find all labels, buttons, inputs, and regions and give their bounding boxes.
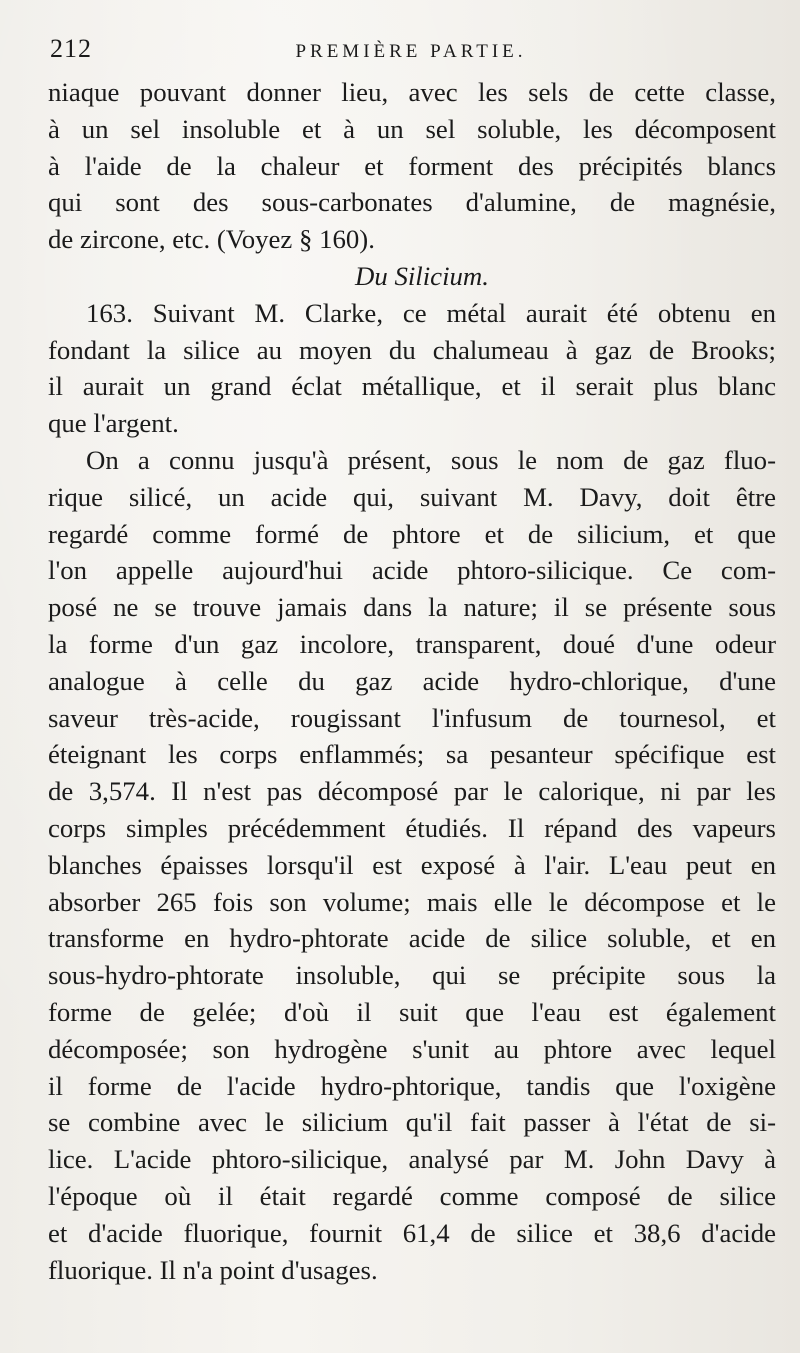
text-line: éteignant les corps enflammés; sa pesanteur spécifique est: [48, 739, 776, 770]
text-line: il forme de l'acide hydro-phtorique, tandis que l'oxigène: [48, 1070, 776, 1101]
text-line: et d'acide fluorique, fournit 61,4 de silice et 38,6 d'acide: [48, 1217, 776, 1248]
text-line: niaque pouvant donner lieu, avec les sels de cette classe,: [48, 77, 776, 107]
text-line: de zircone, etc. (Voyez § 160).: [48, 224, 375, 255]
section-title: Du Silicium.: [355, 260, 489, 291]
text-line: à un sel insoluble et à un sel soluble, les décomposent: [48, 113, 776, 144]
body-text: [48, 74, 776, 1288]
text-line: corps simples précédemment étudiés. Il répand des vapeurs: [48, 812, 776, 843]
text-line: absorber 265 fois son volume; mais elle le décompose et le: [48, 886, 776, 917]
text-line: que l'argent.: [48, 408, 179, 439]
text-line: saveur très-acide, rougissant l'infusum de tournesol, et: [48, 702, 776, 733]
text-line: de 3,574. Il n'est pas décomposé par le calorique, ni par les: [48, 776, 776, 807]
text-line: blanches épaisses lorsqu'il est exposé à l'air. L'eau peut en: [48, 849, 776, 880]
text-line: On a connu jusqu'à présent, sous le nom de gaz fluo-: [86, 444, 776, 475]
text-line: décomposée; son hydrogène s'unit au phtore avec lequel: [48, 1033, 776, 1064]
text-line: 163. Suivant M. Clarke, ce métal aurait été obtenu en: [86, 297, 776, 328]
running-head: PREMIÈRE PARTIE.: [295, 41, 527, 62]
text-line: se combine avec le silicium qu'il fait passer à l'état de si-: [48, 1107, 776, 1138]
text-line: qui sont des sous-carbonates d'alumine, de magnésie,: [48, 187, 776, 218]
text-line: fluorique. Il n'a point d'usages.: [48, 1254, 378, 1285]
text-line: il aurait un grand éclat métallique, et il serait plus blanc: [48, 371, 776, 402]
text-line: à l'aide de la chaleur et forment des précipités blancs: [48, 150, 776, 181]
text-line: lice. L'acide phtoro-silicique, analysé par M. John Davy à: [48, 1144, 776, 1175]
text-line: forme de gelée; d'où il suit que l'eau est également: [48, 996, 776, 1027]
text-line: fondant la silice au moyen du chalumeau à gaz de Brooks;: [48, 334, 776, 365]
text-line: regardé comme formé de phtore et de silicium, et que: [48, 518, 776, 549]
page-header: [50, 34, 770, 74]
text-line: l'on appelle aujourd'hui acide phtoro-silicique. Ce com-: [48, 555, 776, 586]
text-line: posé ne se trouve jamais dans la nature; il se présente sous: [48, 592, 776, 623]
page-number: 212: [50, 34, 92, 63]
text-line: transforme en hydro-phtorate acide de silice soluble, et en: [48, 923, 776, 954]
text-line: la forme d'un gaz incolore, transparent, doué d'une odeur: [48, 628, 776, 659]
text-line: analogue à celle du gaz acide hydro-chlorique, d'une: [48, 665, 776, 696]
text-line: rique silicé, un acide qui, suivant M. Davy, doit être: [48, 481, 776, 512]
text-line: l'époque où il était regardé comme composé de silice: [48, 1180, 776, 1211]
text-line: sous-hydro-phtorate insoluble, qui se précipite sous la: [48, 960, 776, 991]
